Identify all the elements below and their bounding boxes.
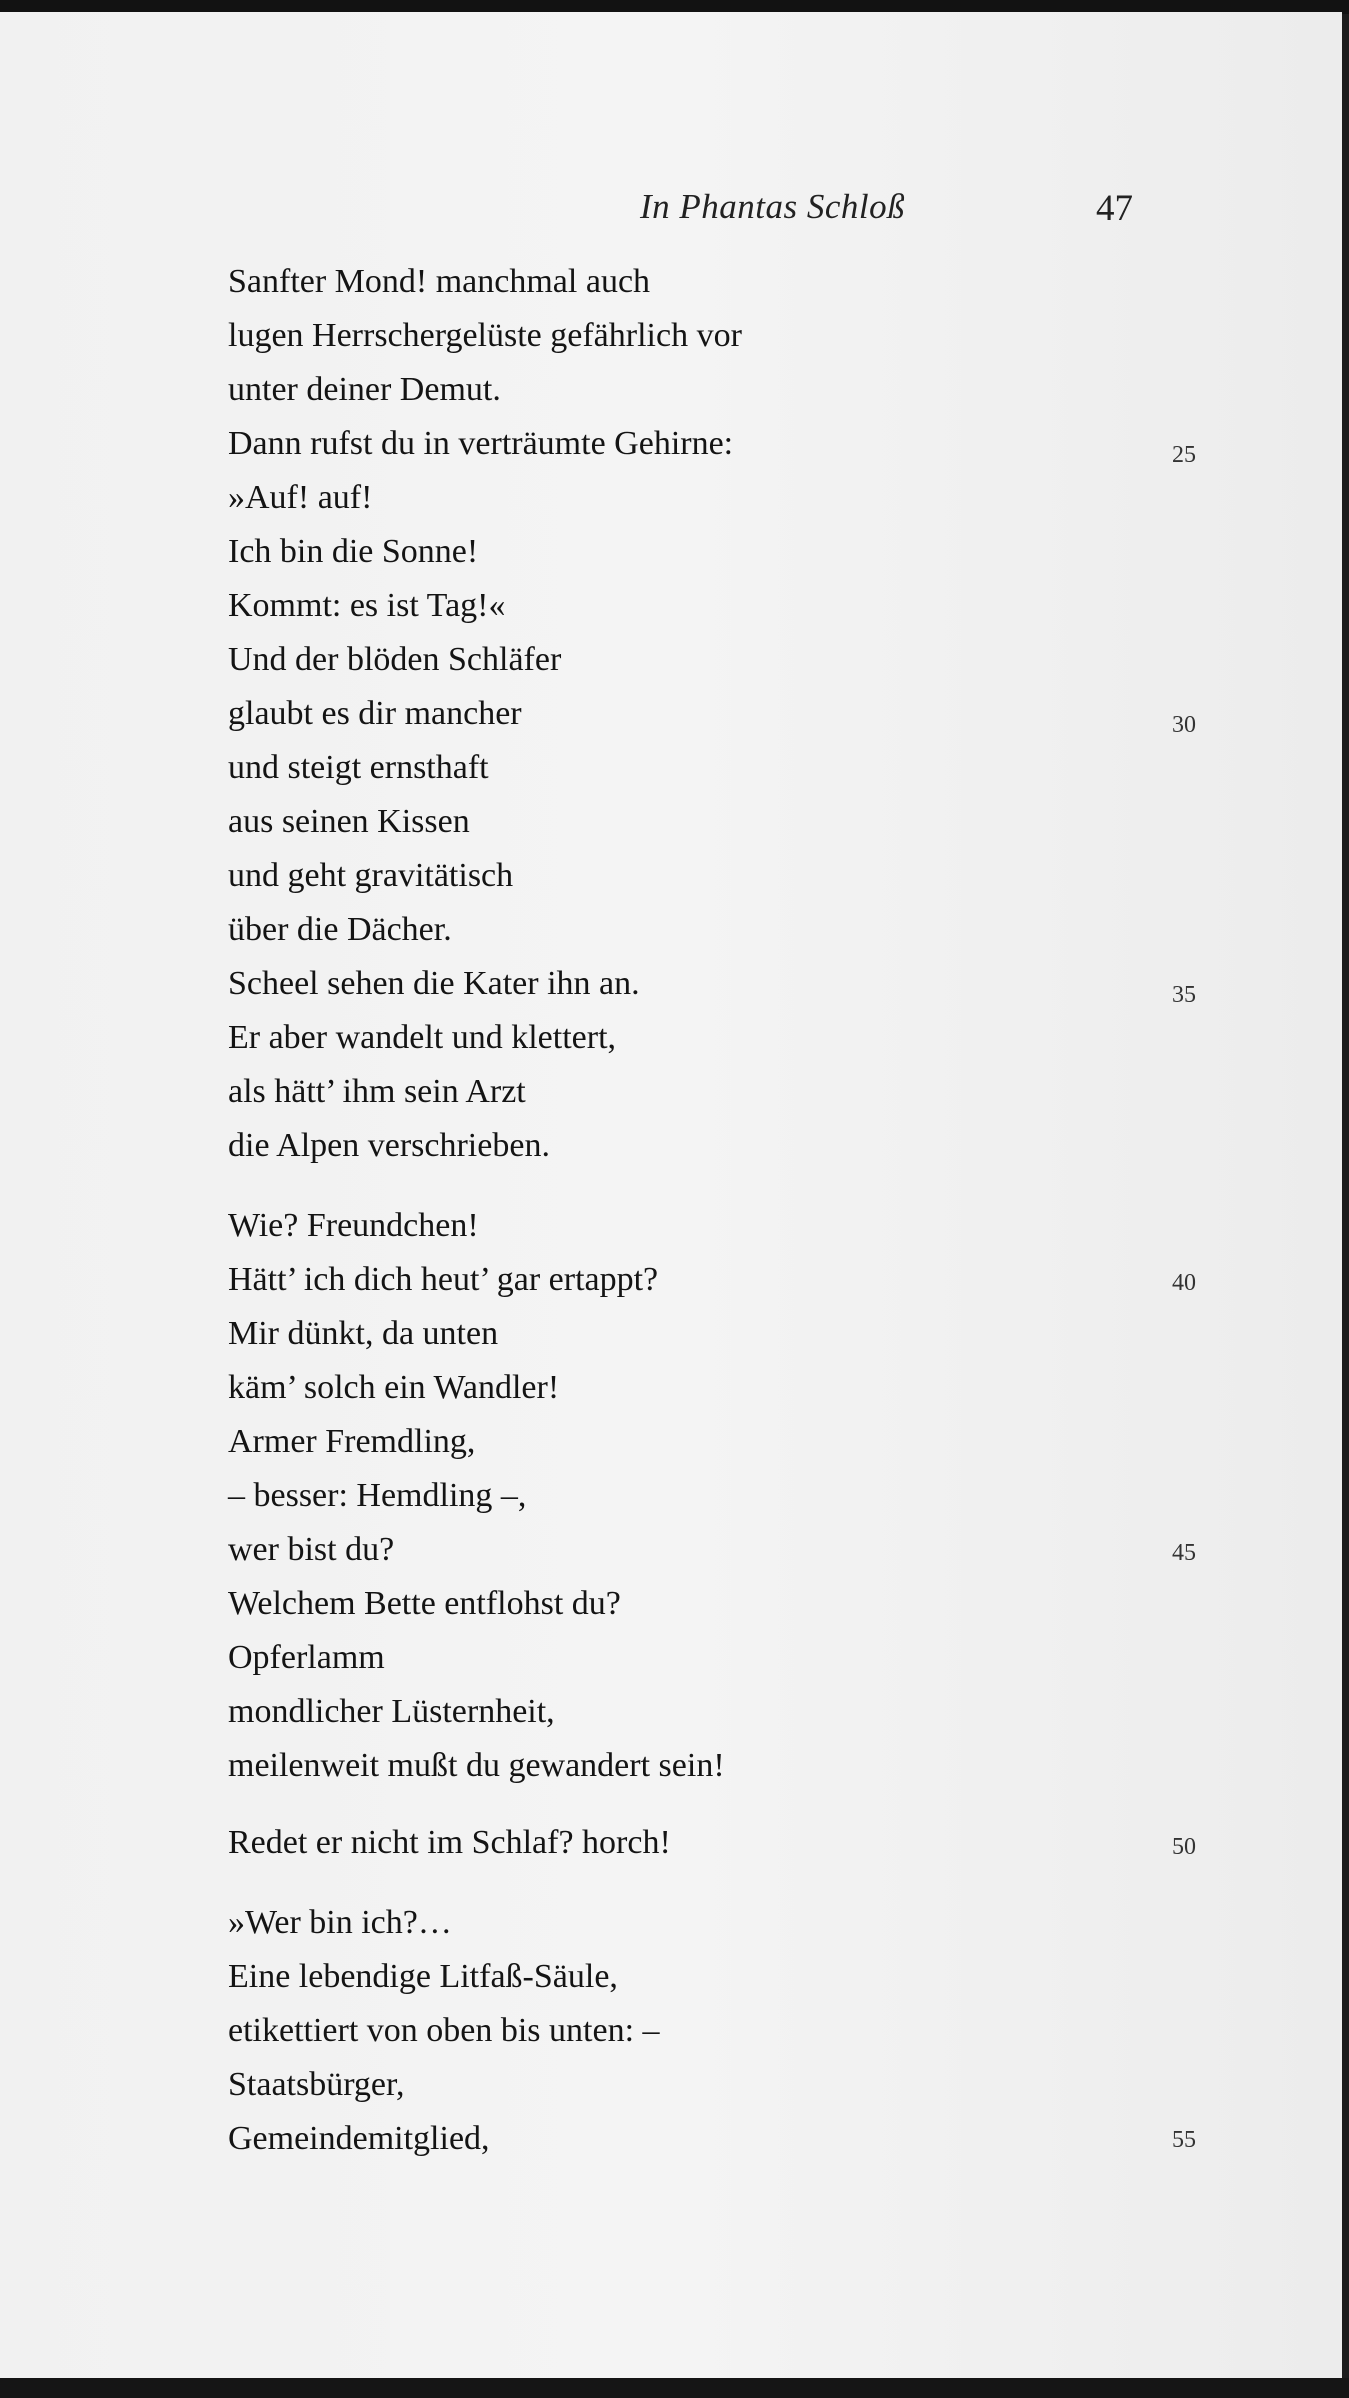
poem-line: Welchem Bette entflohst du?: [228, 1585, 621, 1622]
line-number: 45: [1172, 1540, 1196, 1566]
poem-line: Opferlamm: [228, 1639, 385, 1676]
poem-line: Staatsbürger,: [228, 2066, 405, 2103]
line-number: 35: [1172, 982, 1196, 1008]
poem-line: wer bist du?: [228, 1531, 395, 1568]
poem-line: als hätt’ ihm sein Arzt: [228, 1073, 526, 1110]
poem-line: Redet er nicht im Schlaf? horch!: [228, 1824, 671, 1861]
running-title: In Phantas Schloß: [640, 187, 906, 226]
poem-line: käm’ solch ein Wandler!: [228, 1369, 560, 1406]
line-number: 50: [1172, 1834, 1196, 1860]
line-number: 25: [1172, 442, 1196, 468]
scan-bottom-edge: [0, 2378, 1349, 2398]
poem-line: unter deiner Demut.: [228, 371, 501, 408]
poem-line: Armer Fremdling,: [228, 1423, 476, 1460]
poem-line: meilenweit mußt du gewandert sein!: [228, 1747, 725, 1784]
poem-line: die Alpen verschrieben.: [228, 1127, 550, 1164]
poem-line: – besser: Hemdling –,: [228, 1477, 527, 1514]
poem-line: Dann rufst du in verträumte Gehirne:: [228, 425, 734, 462]
poem-line: aus seinen Kissen: [228, 803, 470, 840]
poem-line: Ich bin die Sonne!: [228, 533, 479, 570]
poem-line: Gemeindemitglied,: [228, 2120, 490, 2157]
poem-line: und geht gravitätisch: [228, 857, 514, 894]
poem-line: Eine lebendige Litfaß-Säule,: [228, 1958, 618, 1995]
poem-line: mondlicher Lüsternheit,: [228, 1693, 555, 1730]
poem-line: glaubt es dir mancher: [228, 695, 522, 732]
poem-line: über die Dächer.: [228, 911, 452, 948]
poem-line: Und der blöden Schläfer: [228, 641, 562, 678]
line-number: 55: [1172, 2127, 1196, 2153]
poem-line: »Auf! auf!: [228, 479, 373, 516]
page-number: 47: [1096, 188, 1133, 229]
poem-line: Scheel sehen die Kater ihn an.: [228, 965, 640, 1002]
poem-line: Kommt: es ist Tag!«: [228, 587, 506, 624]
poem-line: Hätt’ ich dich heut’ gar ertappt?: [228, 1261, 659, 1298]
line-number: 40: [1172, 1270, 1196, 1296]
poem-line: Er aber wandelt und klettert,: [228, 1019, 617, 1056]
poem-line: lugen Herrschergelüste gefährlich vor: [228, 317, 742, 354]
poem-line: etikettiert von oben bis unten: –: [228, 2012, 660, 2049]
poem-line: Mir dünkt, da unten: [228, 1315, 499, 1352]
poem-line: »Wer bin ich?…: [228, 1904, 452, 1941]
poem-line: Sanfter Mond! manchmal auch: [228, 263, 651, 300]
poem-line: Wie? Freundchen!: [228, 1207, 479, 1244]
book-page: [0, 12, 1342, 2378]
poem-line: und steigt ernsthaft: [228, 749, 489, 786]
line-number: 30: [1172, 712, 1196, 738]
